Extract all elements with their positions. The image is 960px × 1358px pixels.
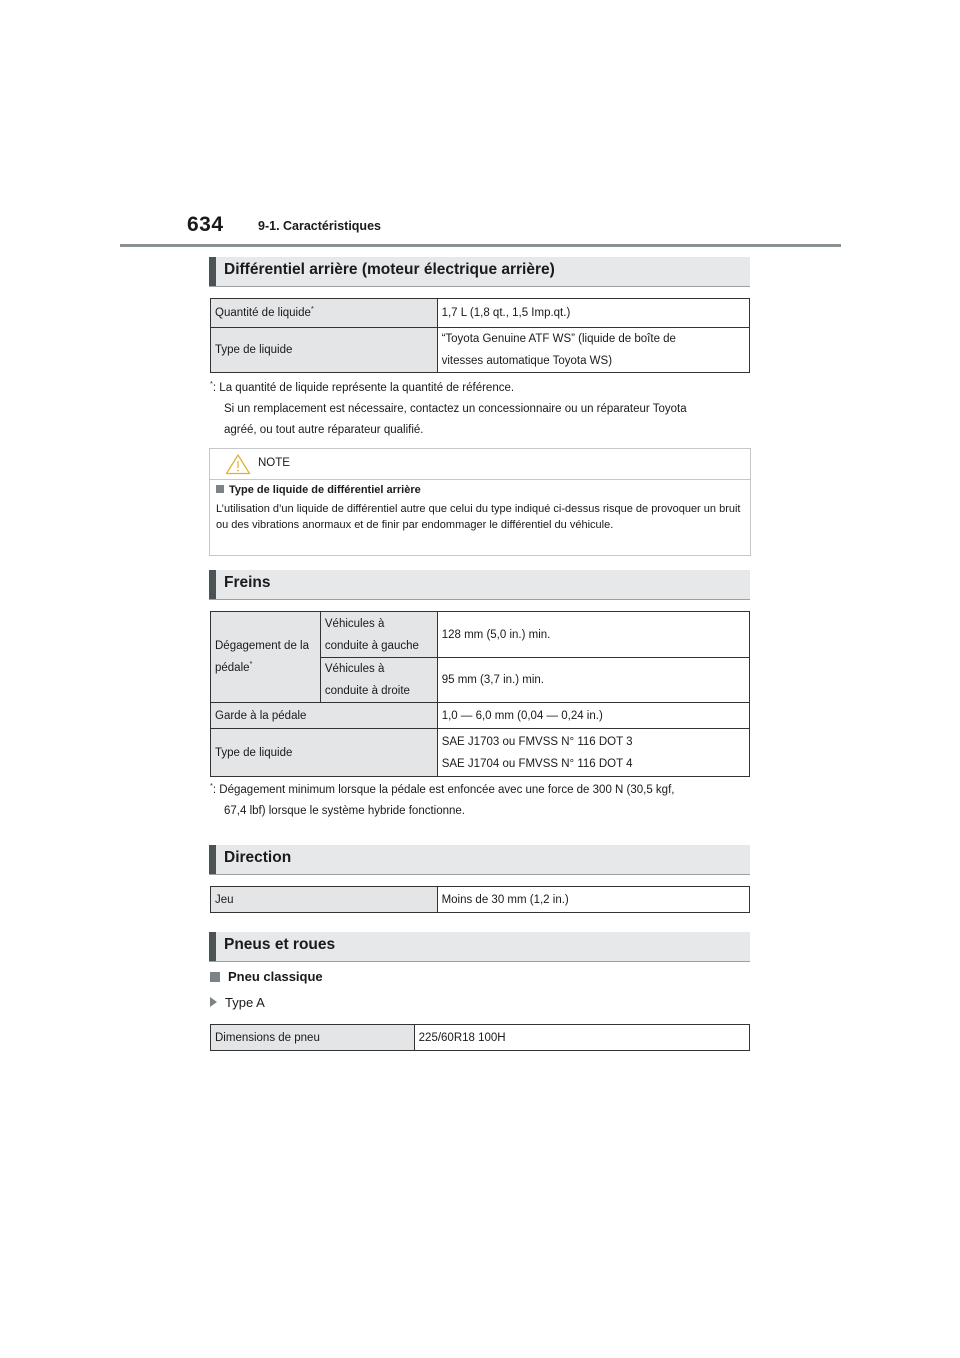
fluid-quantity-label: Quantité de liquide <box>215 307 311 319</box>
brakes-table <box>210 611 750 777</box>
section-heading-brakes <box>209 570 750 600</box>
steering-table <box>210 886 750 913</box>
table-key-cell <box>320 658 437 703</box>
note-subtitle-text: Type de liquide de différentiel arrière <box>229 484 421 496</box>
table-key-cell <box>211 729 438 777</box>
tires-table <box>210 1024 750 1051</box>
fluid-type-value-line: “Toyota Genuine ATF WS” (liquide de boîte de <box>441 333 676 345</box>
pedal-play-value: 1,0 — 6,0 mm (0,04 — 0,24 in.) <box>441 709 603 722</box>
section-title: Pneus et roues <box>224 936 336 953</box>
footnote-text: Si un remplacement est nécessaire, contactez un concessionnaire ou un réparateur Toyota <box>224 403 687 415</box>
brake-fluid-label: Type de liquide <box>215 746 293 759</box>
heading-bar <box>209 932 216 961</box>
sub-item-label: Type A <box>225 995 265 1010</box>
table-value-cell <box>437 703 749 729</box>
table-row <box>211 729 750 777</box>
table-row <box>211 328 750 373</box>
footnote-text: agréé, ou tout autre réparateur qualifié. <box>224 424 424 436</box>
fluid-type-value-line: vitesses automatique Toyota WS) <box>441 355 613 367</box>
subsection-heading <box>210 969 323 984</box>
table-value-cell <box>437 729 749 777</box>
note-header <box>210 449 750 480</box>
rhd-label: conduite à droite <box>324 685 410 697</box>
table-row <box>211 612 750 658</box>
footnote-mark: * <box>210 379 213 389</box>
heading-bar <box>209 257 216 286</box>
pedal-clearance-label: Dégagement de la <box>215 640 309 652</box>
fluid-quantity-value: 1,7 L (1,8 qt., 1,5 Imp.qt.) <box>441 307 571 319</box>
table-value-cell <box>437 328 749 373</box>
rhd-value: 95 mm (3,7 in.) min. <box>441 674 544 686</box>
footnote-text: : Dégagement minimum lorsque la pédale est enfoncée avec une force de 300 N (30,5 kgf, <box>212 784 675 796</box>
section-title: Freins <box>224 574 271 591</box>
section-breadcrumb: 9-1. Caractéristiques <box>258 219 381 233</box>
footnote-mark: * <box>249 659 253 669</box>
table-value-cell <box>437 299 749 328</box>
table-key-cell <box>211 887 438 913</box>
rear-differential-table <box>210 298 750 373</box>
triangle-bullet-icon <box>210 997 217 1007</box>
warning-triangle-icon <box>225 453 251 475</box>
steering-play-label: Jeu <box>215 893 234 906</box>
note-box <box>209 448 751 556</box>
table-key-cell <box>211 703 438 729</box>
table-value-cell <box>437 887 749 913</box>
subsection-title: Pneu classique <box>228 969 323 984</box>
section-title: Différentiel arrière (moteur électrique arrière) <box>224 261 555 278</box>
lhd-label: conduite à gauche <box>324 639 419 652</box>
note-body: L’utilisation d’un liquide de différentiel autre que celui du type indiqué ci-dessus risque de provoquer un bruit ou des vibrations anormaux et de finir par endommager le différentiel du véhicule. <box>216 503 741 531</box>
table-key-cell <box>211 299 438 328</box>
pedal-play-label: Garde à la pédale <box>215 709 307 722</box>
footnote-text: : La quantité de liquide représente la quantité de référence. <box>212 382 515 394</box>
footnote-text: 67,4 lbf) lorsque le système hybride fonctionne. <box>224 805 465 817</box>
brake-fluid-value: SAE J1703 ou FMVSS N° 116 DOT 3 <box>441 735 633 748</box>
square-bullet-icon <box>210 972 220 982</box>
table-key-cell <box>211 328 438 373</box>
tire-size-value: 225/60R18 100H <box>418 1031 506 1044</box>
section-title: Direction <box>224 849 292 866</box>
heading-bar <box>209 845 216 874</box>
steering-play-value: Moins de 30 mm (1,2 in.) <box>441 893 569 906</box>
section-heading-tires <box>209 932 750 962</box>
rhd-label: Véhicules à <box>324 663 385 675</box>
fluid-type-label: Type de liquide <box>215 344 293 356</box>
table-key-cell <box>211 612 321 703</box>
note-title: NOTE <box>258 457 290 469</box>
brakes-footnote <box>210 780 755 822</box>
table-row <box>211 299 750 328</box>
rear-differential-footnote <box>210 378 755 441</box>
table-row <box>211 887 750 913</box>
section-heading-steering <box>209 845 750 875</box>
table-row <box>211 703 750 729</box>
header-divider <box>120 244 841 247</box>
heading-bar <box>209 570 216 599</box>
table-value-cell <box>437 658 749 703</box>
section-heading-rear-differential <box>209 257 750 287</box>
lhd-value: 128 mm (5,0 in.) min. <box>441 628 551 641</box>
table-value-cell <box>414 1025 749 1051</box>
brake-fluid-value: SAE J1704 ou FMVSS N° 116 DOT 4 <box>441 757 633 770</box>
table-value-cell <box>437 612 749 658</box>
footnote-mark: * <box>310 304 314 314</box>
tire-size-label: Dimensions de pneu <box>215 1031 320 1044</box>
sub-item <box>210 995 265 1010</box>
table-row <box>211 1025 750 1051</box>
page-number: 634 <box>187 213 224 236</box>
pedal-clearance-label: pédale <box>215 662 250 674</box>
table-key-cell <box>320 612 437 658</box>
square-bullet-icon <box>216 485 224 493</box>
table-key-cell <box>211 1025 415 1051</box>
footnote-mark: * <box>210 781 213 791</box>
note-subtitle <box>216 484 421 496</box>
lhd-label: Véhicules à <box>324 617 385 630</box>
